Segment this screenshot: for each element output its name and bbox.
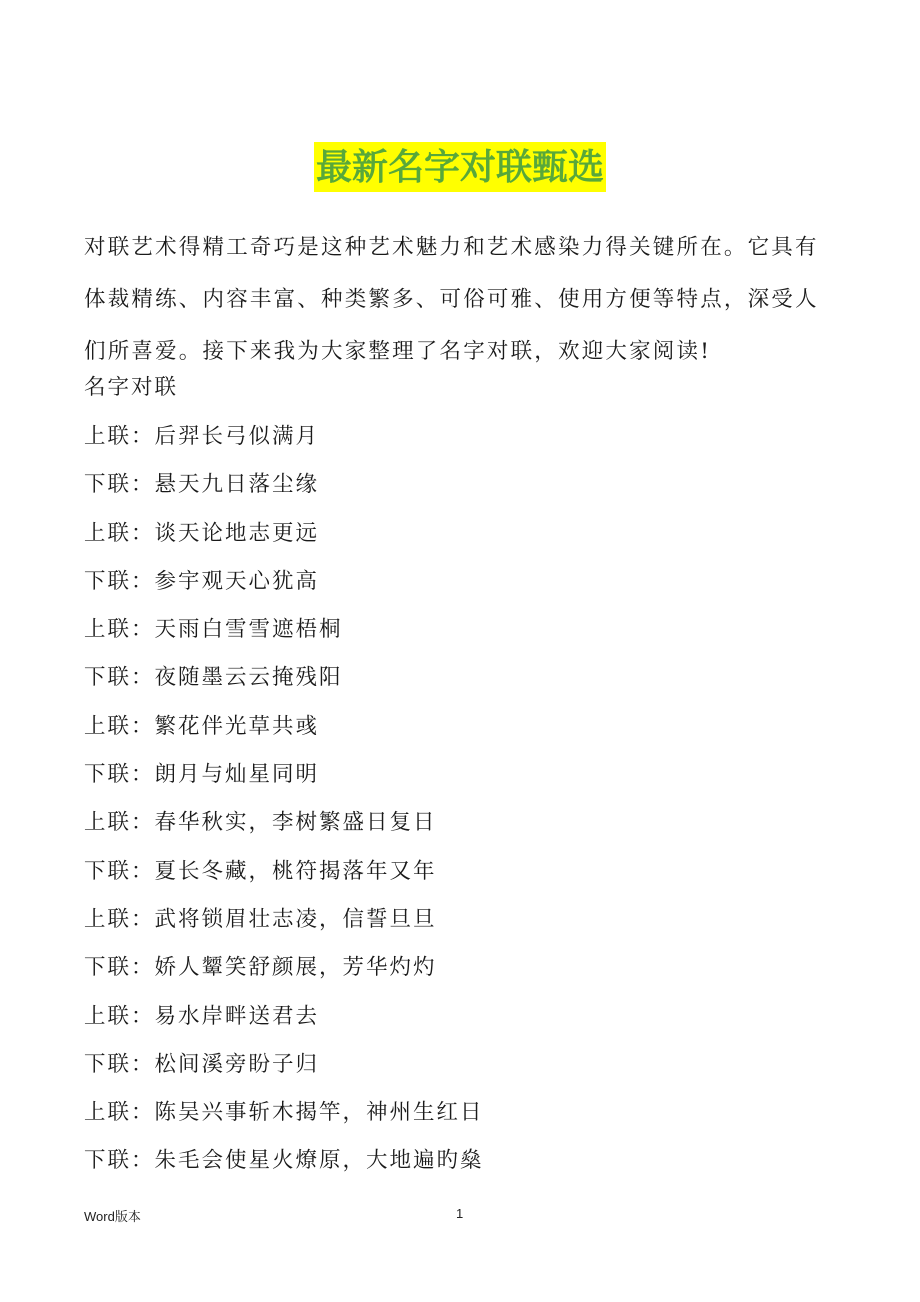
footer-page-number: 1 [456, 1206, 464, 1221]
couplet-line: 下联：娇人颦笑舒颜展，芳华灼灼 [84, 955, 437, 981]
document-title: 最新名字对联甄选 [314, 142, 606, 192]
couplet-line: 上联：谈天论地志更远 [84, 520, 320, 546]
couplet-line: 下联：朗月与灿星同明 [84, 762, 320, 788]
couplet-line: 下联：朱毛会使星火燎原，大地遍旳燊 [84, 1148, 484, 1174]
couplet-line: 上联：易水岸畔送君去 [84, 1003, 320, 1029]
couplet-line: 上联：陈吴兴事斩木揭竿，神州生红日 [84, 1100, 484, 1126]
couplet-line: 下联：夏长冬藏，桃符揭落年又年 [84, 858, 437, 884]
couplet-line: 下联：夜随墨云云掩残阳 [84, 665, 343, 691]
couplet-line: 下联：松间溪旁盼子归 [84, 1051, 320, 1077]
couplet-line: 上联：天雨白雪雪遮梧桐 [84, 617, 343, 643]
couplet-line: 上联：后羿长弓似满月 [84, 424, 320, 449]
section-heading: 名字对联 [84, 375, 179, 400]
couplet-line: 下联：悬天九日落尘缘 [84, 472, 320, 498]
couplet-line: 上联：繁花伴光草共彧 [84, 713, 320, 739]
couplet-line: 下联：参宇观天心犹高 [84, 568, 320, 594]
couplet-list [84, 413, 484, 1186]
intro-paragraph: 对联艺术得精工奇巧是这种艺术魅力和艺术感染力得关键所在。它具有体裁精练、内容丰富、种类繁多、可俗可雅、使用方便等特点，深受人们所喜爱。接下来我为大家整理了名字对联，欢迎大家阅读! [84, 235, 819, 364]
couplet-line: 上联：春华秋实，李树繁盛日复日 [84, 810, 437, 836]
footer-version-label: Word版本 [84, 1209, 141, 1224]
title-container [0, 142, 920, 192]
couplet-line: 上联：武将锁眉壮志凌，信誓旦旦 [84, 906, 437, 932]
